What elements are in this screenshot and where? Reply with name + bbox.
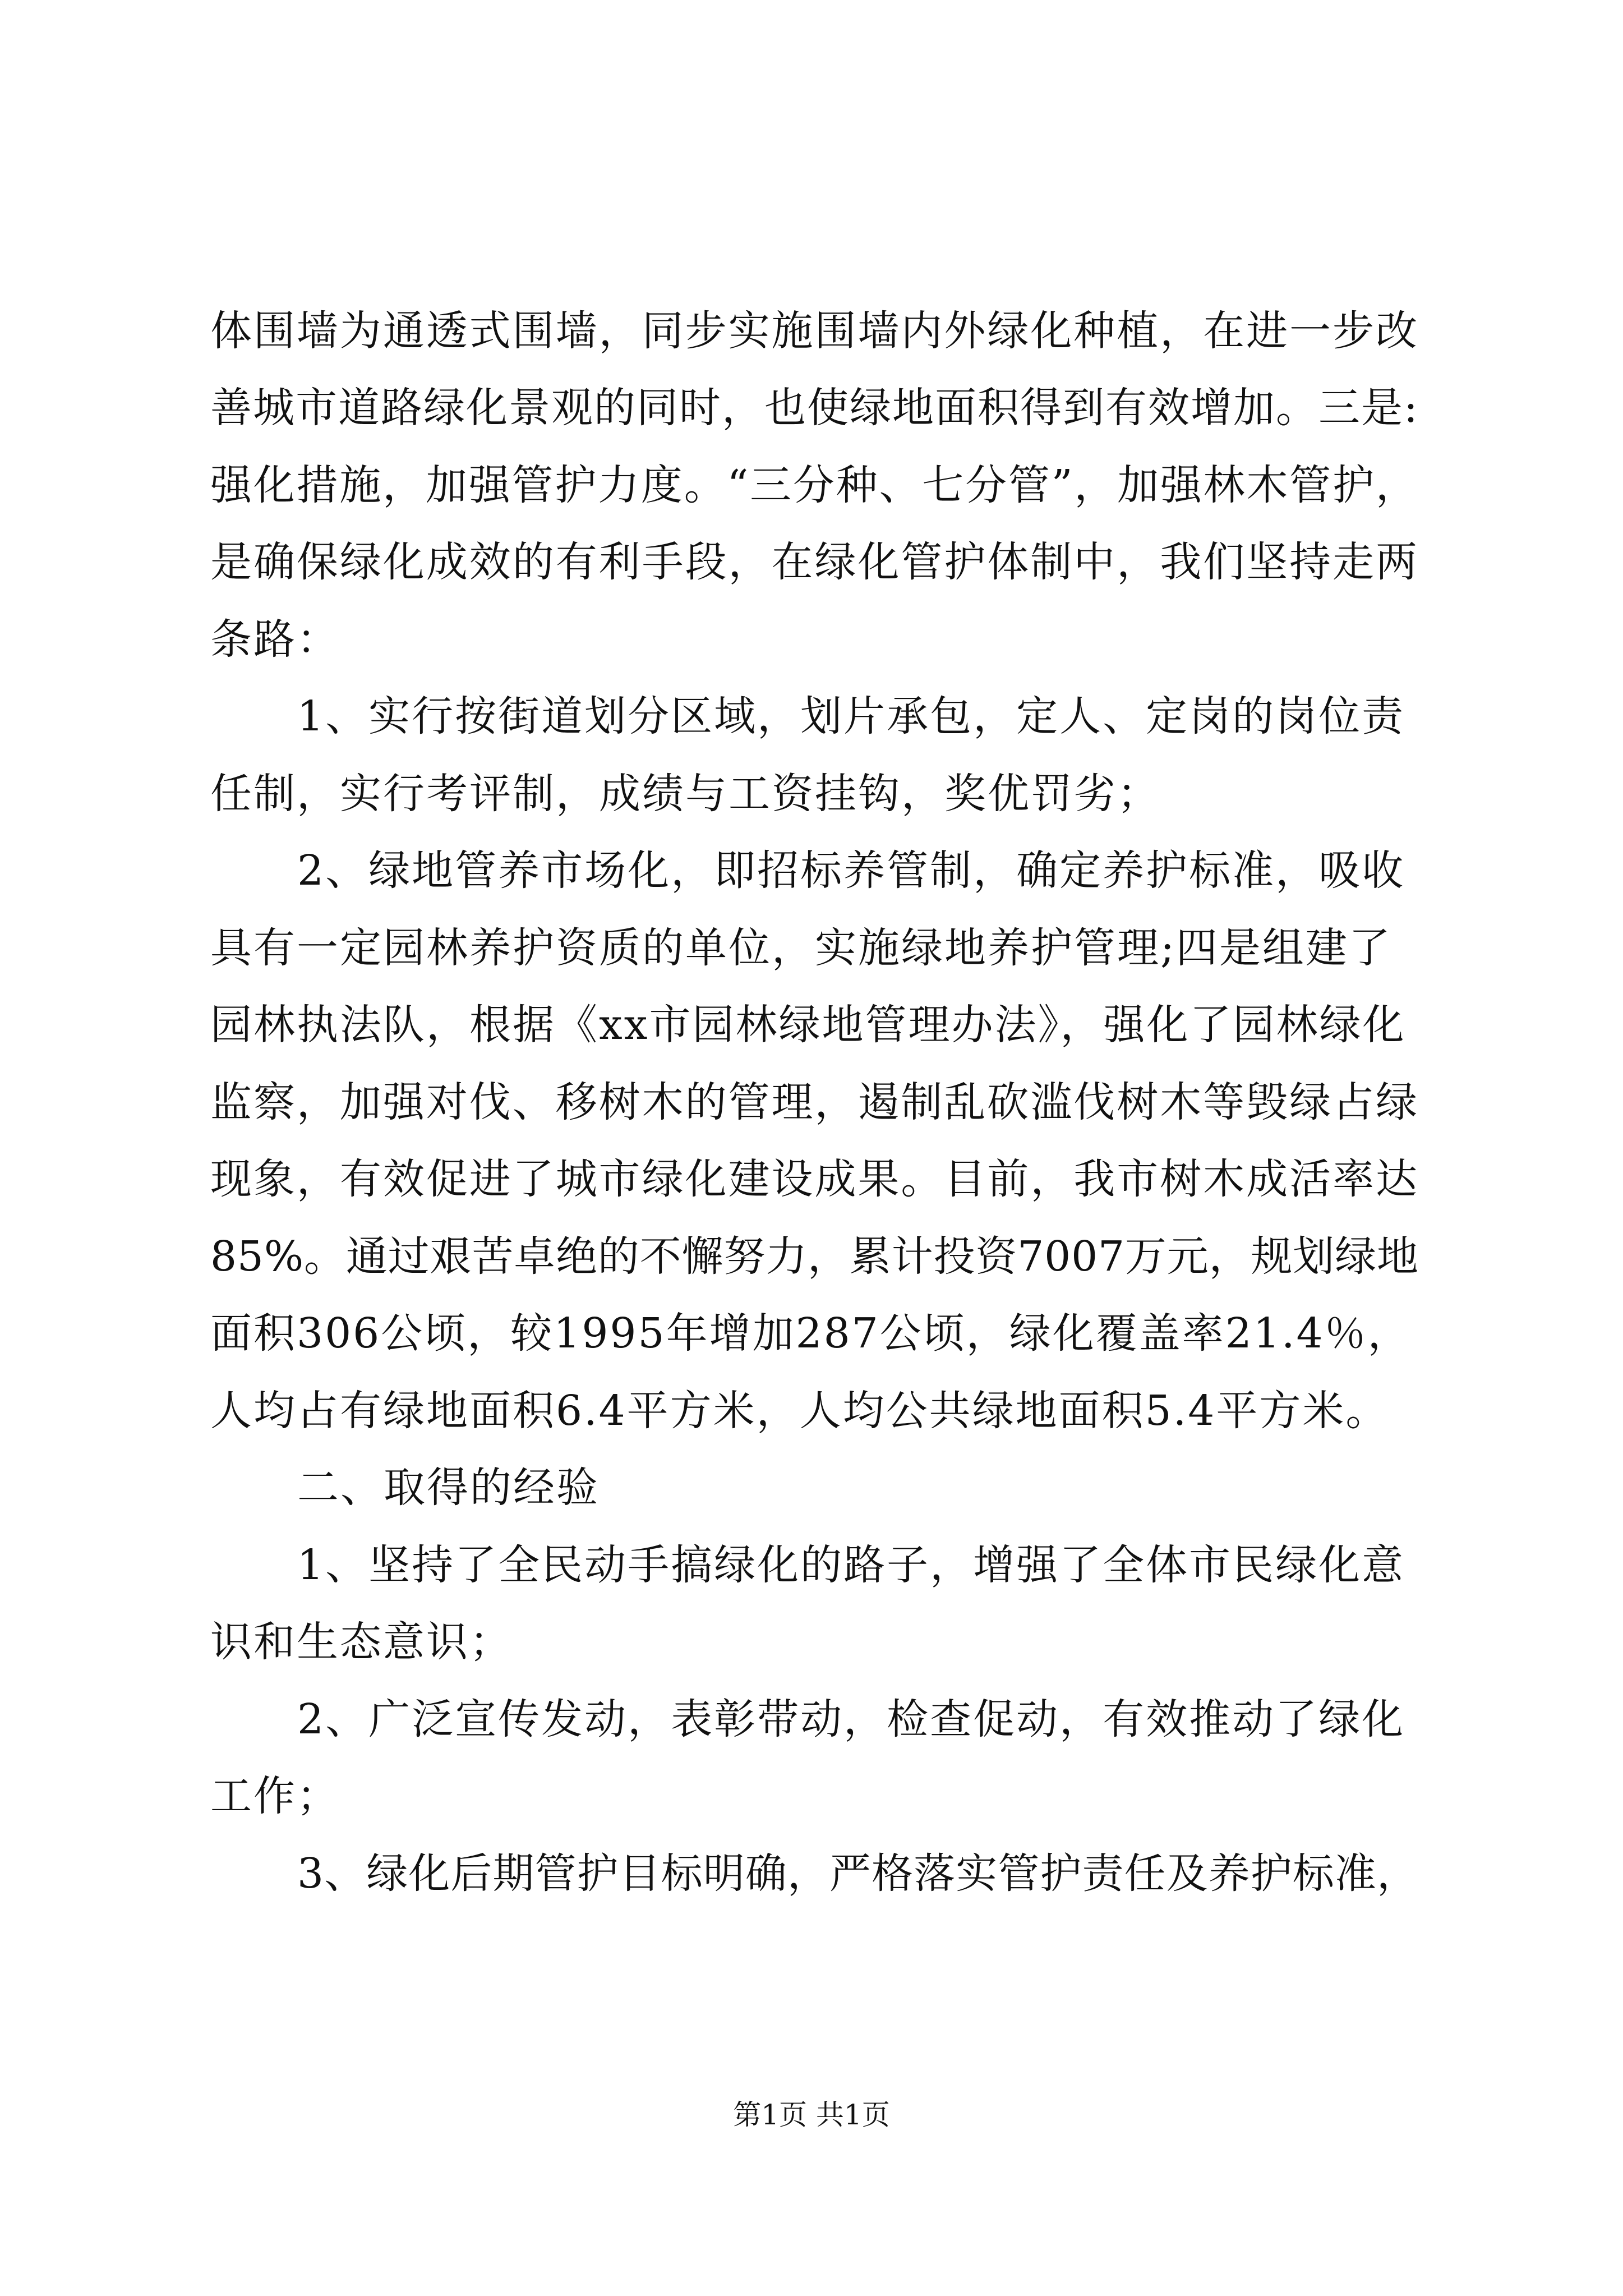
text-line: 人均占有绿地面积6.4平方米，人均公共绿地面积5.4平方米。: [210, 1387, 1389, 1435]
text-line: 工作；: [210, 1772, 340, 1820]
section-heading: 二、取得的经验: [297, 1464, 600, 1512]
text-line: 1、实行按街道划分区域，划片承包，定人、定岗的岗位责: [297, 692, 1405, 740]
text-line: 监察，加强对伐、移树木的管理，遏制乱砍滥伐树木等毁绿占绿: [210, 1078, 1419, 1126]
text-line: 强化措施，加强管护力度。“三分种、七分管”，加强林木管护，: [210, 461, 1419, 509]
text-line: 善城市道路绿化景观的同时，也使绿地面积得到有效增加。三是:: [210, 384, 1419, 432]
text-line: 2、绿地管养市场化，即招标养管制，确定养护标准，吸收: [297, 846, 1405, 895]
text-line: 面积306公顷，较1995年增加287公顷，绿化覆盖率21.4％，: [210, 1309, 1411, 1358]
text-line: 任制，实行考评制，成绩与工资挂钩，奖优罚劣；: [210, 770, 1160, 818]
text-line: 85%。通过艰苦卓绝的不懈努力，累计投资7007万元，规划绿地: [210, 1232, 1419, 1281]
text-line: 具有一定园林养护资质的单位，实施绿地养护管理;四是组建了: [210, 924, 1392, 972]
text-line: 2、广泛宣传发动，表彰带动，检查促动，有效推动了绿化: [297, 1695, 1405, 1743]
text-line: 是确保绿化成效的有利手段，在绿化管护体制中，我们坚持走两: [210, 538, 1419, 586]
text-line: 1、坚持了全民动手搞绿化的路子，增强了全体市民绿化意: [297, 1541, 1405, 1589]
text-line: 识和生态意识；: [210, 1618, 513, 1666]
text-line: 现象，有效促进了城市绿化建设成果。目前，我市树木成活率达: [210, 1155, 1419, 1203]
text-line: 园林执法队，根据《xx市园林绿地管理办法》，强化了园林绿化: [210, 1001, 1406, 1049]
text-line: 体围墙为通透式围墙，同步实施围墙内外绿化种植，在进一步改: [210, 307, 1419, 355]
page-number-footer: 第1页 共1页: [733, 2099, 890, 2131]
text-line: 条路：: [210, 615, 340, 664]
text-line: 3、绿化后期管护目标明确，严格落实管护责任及养护标准，: [297, 1849, 1419, 1898]
